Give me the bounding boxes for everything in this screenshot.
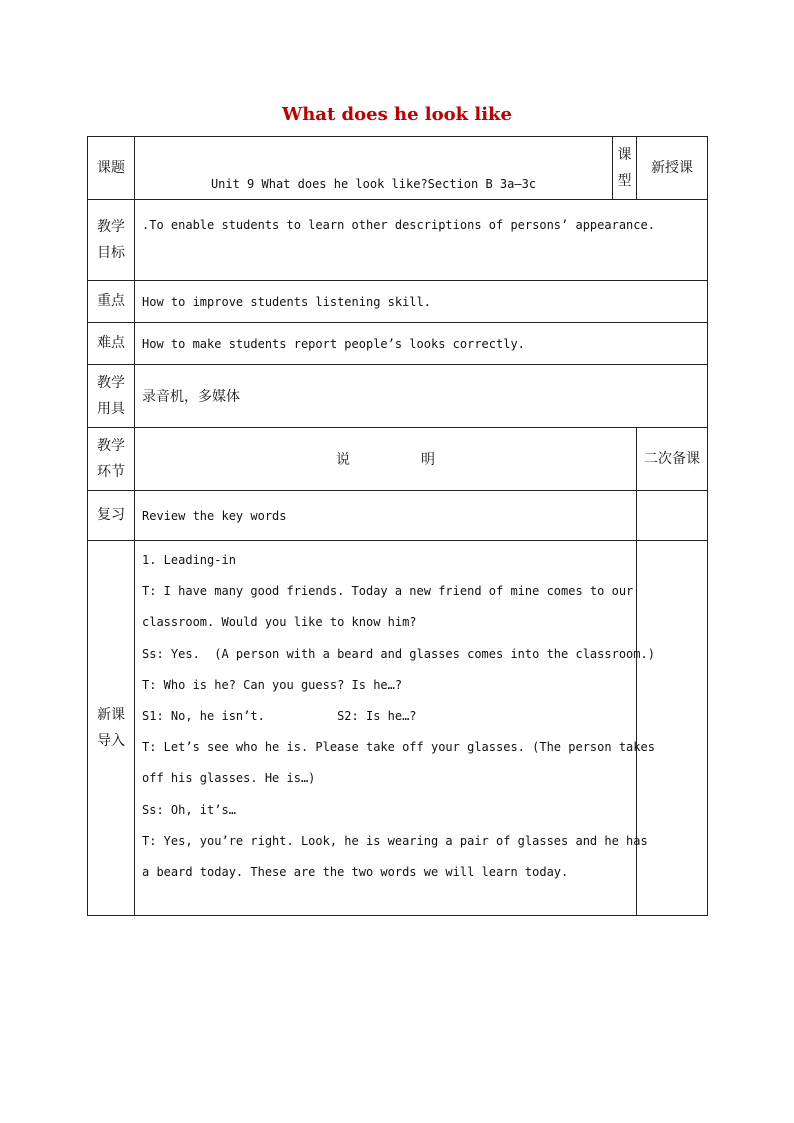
intro-label-line-2: 导入 xyxy=(97,733,125,749)
label-topic: 课题 xyxy=(88,137,135,200)
intro-line: 1. Leading-in xyxy=(142,553,236,567)
goal-value: .To enable students to learn other descriptions of persons’ appearance. xyxy=(135,200,708,281)
intro-line: T: Let’s see who he is. Please take off your glasses. (The person takes xyxy=(142,740,655,755)
goal-label-line-2: 目标 xyxy=(97,245,125,261)
tools-label-line-2: 用具 xyxy=(97,401,125,417)
document-title: What does he look like xyxy=(282,104,512,125)
intro-content xyxy=(135,541,655,916)
steps-label-line-2: 环节 xyxy=(97,464,125,480)
topic-text: Unit 9 What does he look like?Section B 3a—3c xyxy=(210,177,537,191)
row-tools xyxy=(88,365,708,428)
lesson-type-char-1: 课 xyxy=(617,147,632,163)
description-header xyxy=(135,428,637,491)
description-header-char-1: 说 xyxy=(336,452,351,468)
intro-line: Ss: Yes. (A person with a beard and glasses comes into the classroom.) xyxy=(142,646,655,661)
description-header-char-2: 明 xyxy=(420,452,435,468)
intro-label-line-1: 新课 xyxy=(97,707,125,723)
intro-line: a beard today. These are the two words we will learn today. xyxy=(142,865,569,880)
row-topic xyxy=(88,137,708,200)
tools-value: 录音机，多媒体 xyxy=(135,365,708,428)
row-steps-header xyxy=(88,428,708,491)
tools-label-line-1: 教学 xyxy=(97,375,125,391)
label-key-point: 重点 xyxy=(88,281,135,323)
topic-value xyxy=(135,137,613,200)
second-prep-header: 二次备课 xyxy=(637,428,708,491)
row-key-point xyxy=(88,281,708,323)
intro-line: classroom. Would you like to know him? xyxy=(142,615,417,630)
intro-second-prep xyxy=(637,541,708,916)
label-difficult-point: 难点 xyxy=(88,323,135,365)
intro-line: T: I have many good friends. Today a new friend of mine comes to our xyxy=(142,584,634,599)
steps-label-line-1: 教学 xyxy=(97,438,125,454)
lesson-type-char-2: 型 xyxy=(617,173,632,189)
intro-line: Ss: Oh, it’s… xyxy=(142,802,236,817)
label-lesson-type xyxy=(613,137,637,200)
review-value: Review the key words xyxy=(135,491,637,541)
intro-line: T: Who is he? Can you guess? Is he…? xyxy=(142,677,403,692)
difficult-point-value: How to make students report people’s looks correctly. xyxy=(135,323,708,365)
intro-line: T: Yes, you’re right. Look, he is wearing a pair of glasses and he has xyxy=(142,833,648,848)
intro-line: S1: No, he isn’t. S2: Is he…? xyxy=(142,709,417,724)
review-second-prep xyxy=(637,491,708,541)
label-tools xyxy=(88,365,135,428)
label-review: 复习 xyxy=(88,491,135,541)
lesson-type-value: 新授课 xyxy=(637,137,708,200)
lesson-plan-table xyxy=(87,136,708,916)
label-steps xyxy=(88,428,135,491)
label-goal xyxy=(88,200,135,281)
row-review xyxy=(88,491,708,541)
intro-line: off his glasses. He is…) xyxy=(142,771,316,786)
row-goal xyxy=(88,200,708,281)
label-intro xyxy=(88,541,135,916)
key-point-value: How to improve students listening skill. xyxy=(135,281,708,323)
row-difficult-point xyxy=(88,323,708,365)
row-intro xyxy=(88,541,708,916)
goal-label-line-1: 教学 xyxy=(97,219,125,235)
